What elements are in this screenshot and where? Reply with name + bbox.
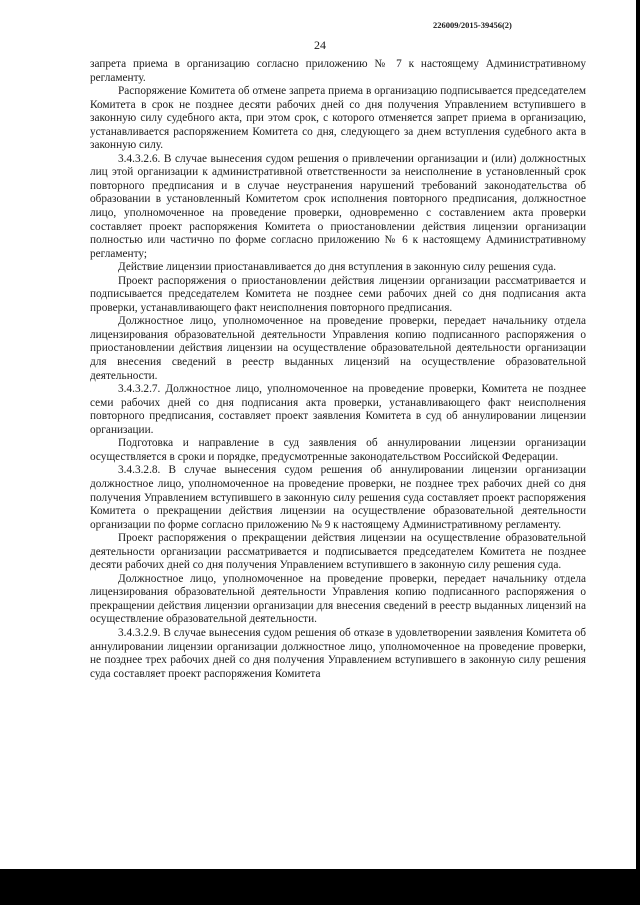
paragraph: Должностное лицо, уполномоченное на проведение проверки, передает начальнику отдела лицензирования образовательной деятельности Управления копию подписанного распоряжения о прекращении действия лицензии организации для внесения сведений в реестр выданных лицензий на осуществление образовательной деятельности. [90, 572, 586, 626]
document-body [90, 58, 586, 681]
paragraph: Проект распоряжения о прекращении действия лицензии на осуществление образовательной деятельности организации рассматривается и подписывается председателем Комитета не позднее десяти рабочих дней со дня получения Управлением вступившего в законную силу решения суда. [90, 532, 586, 572]
paragraph: Подготовка и направление в суд заявления об аннулировании лицензии организации осуществляется в сроки и порядке, предусмотренные законодательством Российской Федерации. [90, 437, 586, 463]
paragraph: Должностное лицо, уполномоченное на проведение проверки, передает начальнику отдела лицензирования образовательной деятельности Управления копию подписанного распоряжения о приостановлении действия лицензии на осуществление образовательной деятельности организации для внесения сведений в реестр выданных лицензий на осуществление образовательной деятельности. [90, 315, 586, 382]
scan-border-bottom [0, 869, 640, 905]
paragraph: 3.4.3.2.7. Должностное лицо, уполномоченное на проведение проверки, Комитета не позднее семи рабочих дней со дня подписания акта проверки, устанавливающего факт неисполнения повторного предписания, составляет проект заявления Комитета в суд об аннулировании лицензии организации. [90, 383, 586, 436]
paragraph: 3.4.3.2.8. В случае вынесения судом решения об аннулировании лицензии организации должностное лицо, уполномоченное на проведение проверки, не позднее трех рабочих дней со дня получения Управлением вступившего в законную силу решения суда составляет проект распоряжения Комитета о прекращении действия лицензии на осуществление образовательной деятельности организации по форме согласно приложению № 9 к настоящему Административному регламенту. [90, 464, 586, 531]
paragraph: Действие лицензии приостанавливается до дня вступления в законную силу решения суда. [118, 261, 557, 274]
scan-border-right [636, 0, 640, 905]
paragraph: 3.4.3.2.9. В случае вынесения судом решения об отказе в удовлетворении заявления Комитета об аннулировании лицензии организации должностное лицо, уполномоченное на проведение проверки, не позднее трех рабочих дней со дня получения Управлением вступившего в законную силу решения суда составляет проект распоряжения Комитета [90, 626, 586, 680]
paragraph: Распоряжение Комитета об отмене запрета приема в организацию подписывается председателем Комитета в срок не позднее десяти рабочих дней со дня получения Управлением вступившего в законную силу судебного акта, при этом срок, с которого отменяется запрет приема в организацию, устанавливается распоряжением Комитета со дня, следующего за днем вступления судебного акта в законную силу. [90, 85, 586, 152]
document-code: 226009/2015-39456(2) [433, 20, 512, 30]
paragraph: запрета приема в организацию согласно приложению № 7 к настоящему Административному регламенту. [90, 58, 586, 84]
page-number: 24 [314, 38, 326, 52]
paragraph: Проект распоряжения о приостановлении действия лицензии организации рассматривается и подписывается председателем Комитета не позднее семи рабочих дней со дня подписания акта проверки, устанавливающего факт неисполнения повторного предписания. [90, 274, 586, 314]
paragraph: 3.4.3.2.6. В случае вынесения судом решения о привлечении организации и (или) должностных лиц этой организации к административной ответственности за неисполнение в установленный срок повторного предписания и в случае неустранения нарушений требований законодательства об образовании в установленный Комитетом срок исполнения повторного предписания, должностное лицо, уполномоченное на проведение проверки, одновременно с составлением акта проверки составляет проект распоряжения Комитета о приостановлении действия лицензии организации полностью или частично по форме согласно приложению № 6 к настоящему Административному регламенту; [90, 152, 586, 260]
